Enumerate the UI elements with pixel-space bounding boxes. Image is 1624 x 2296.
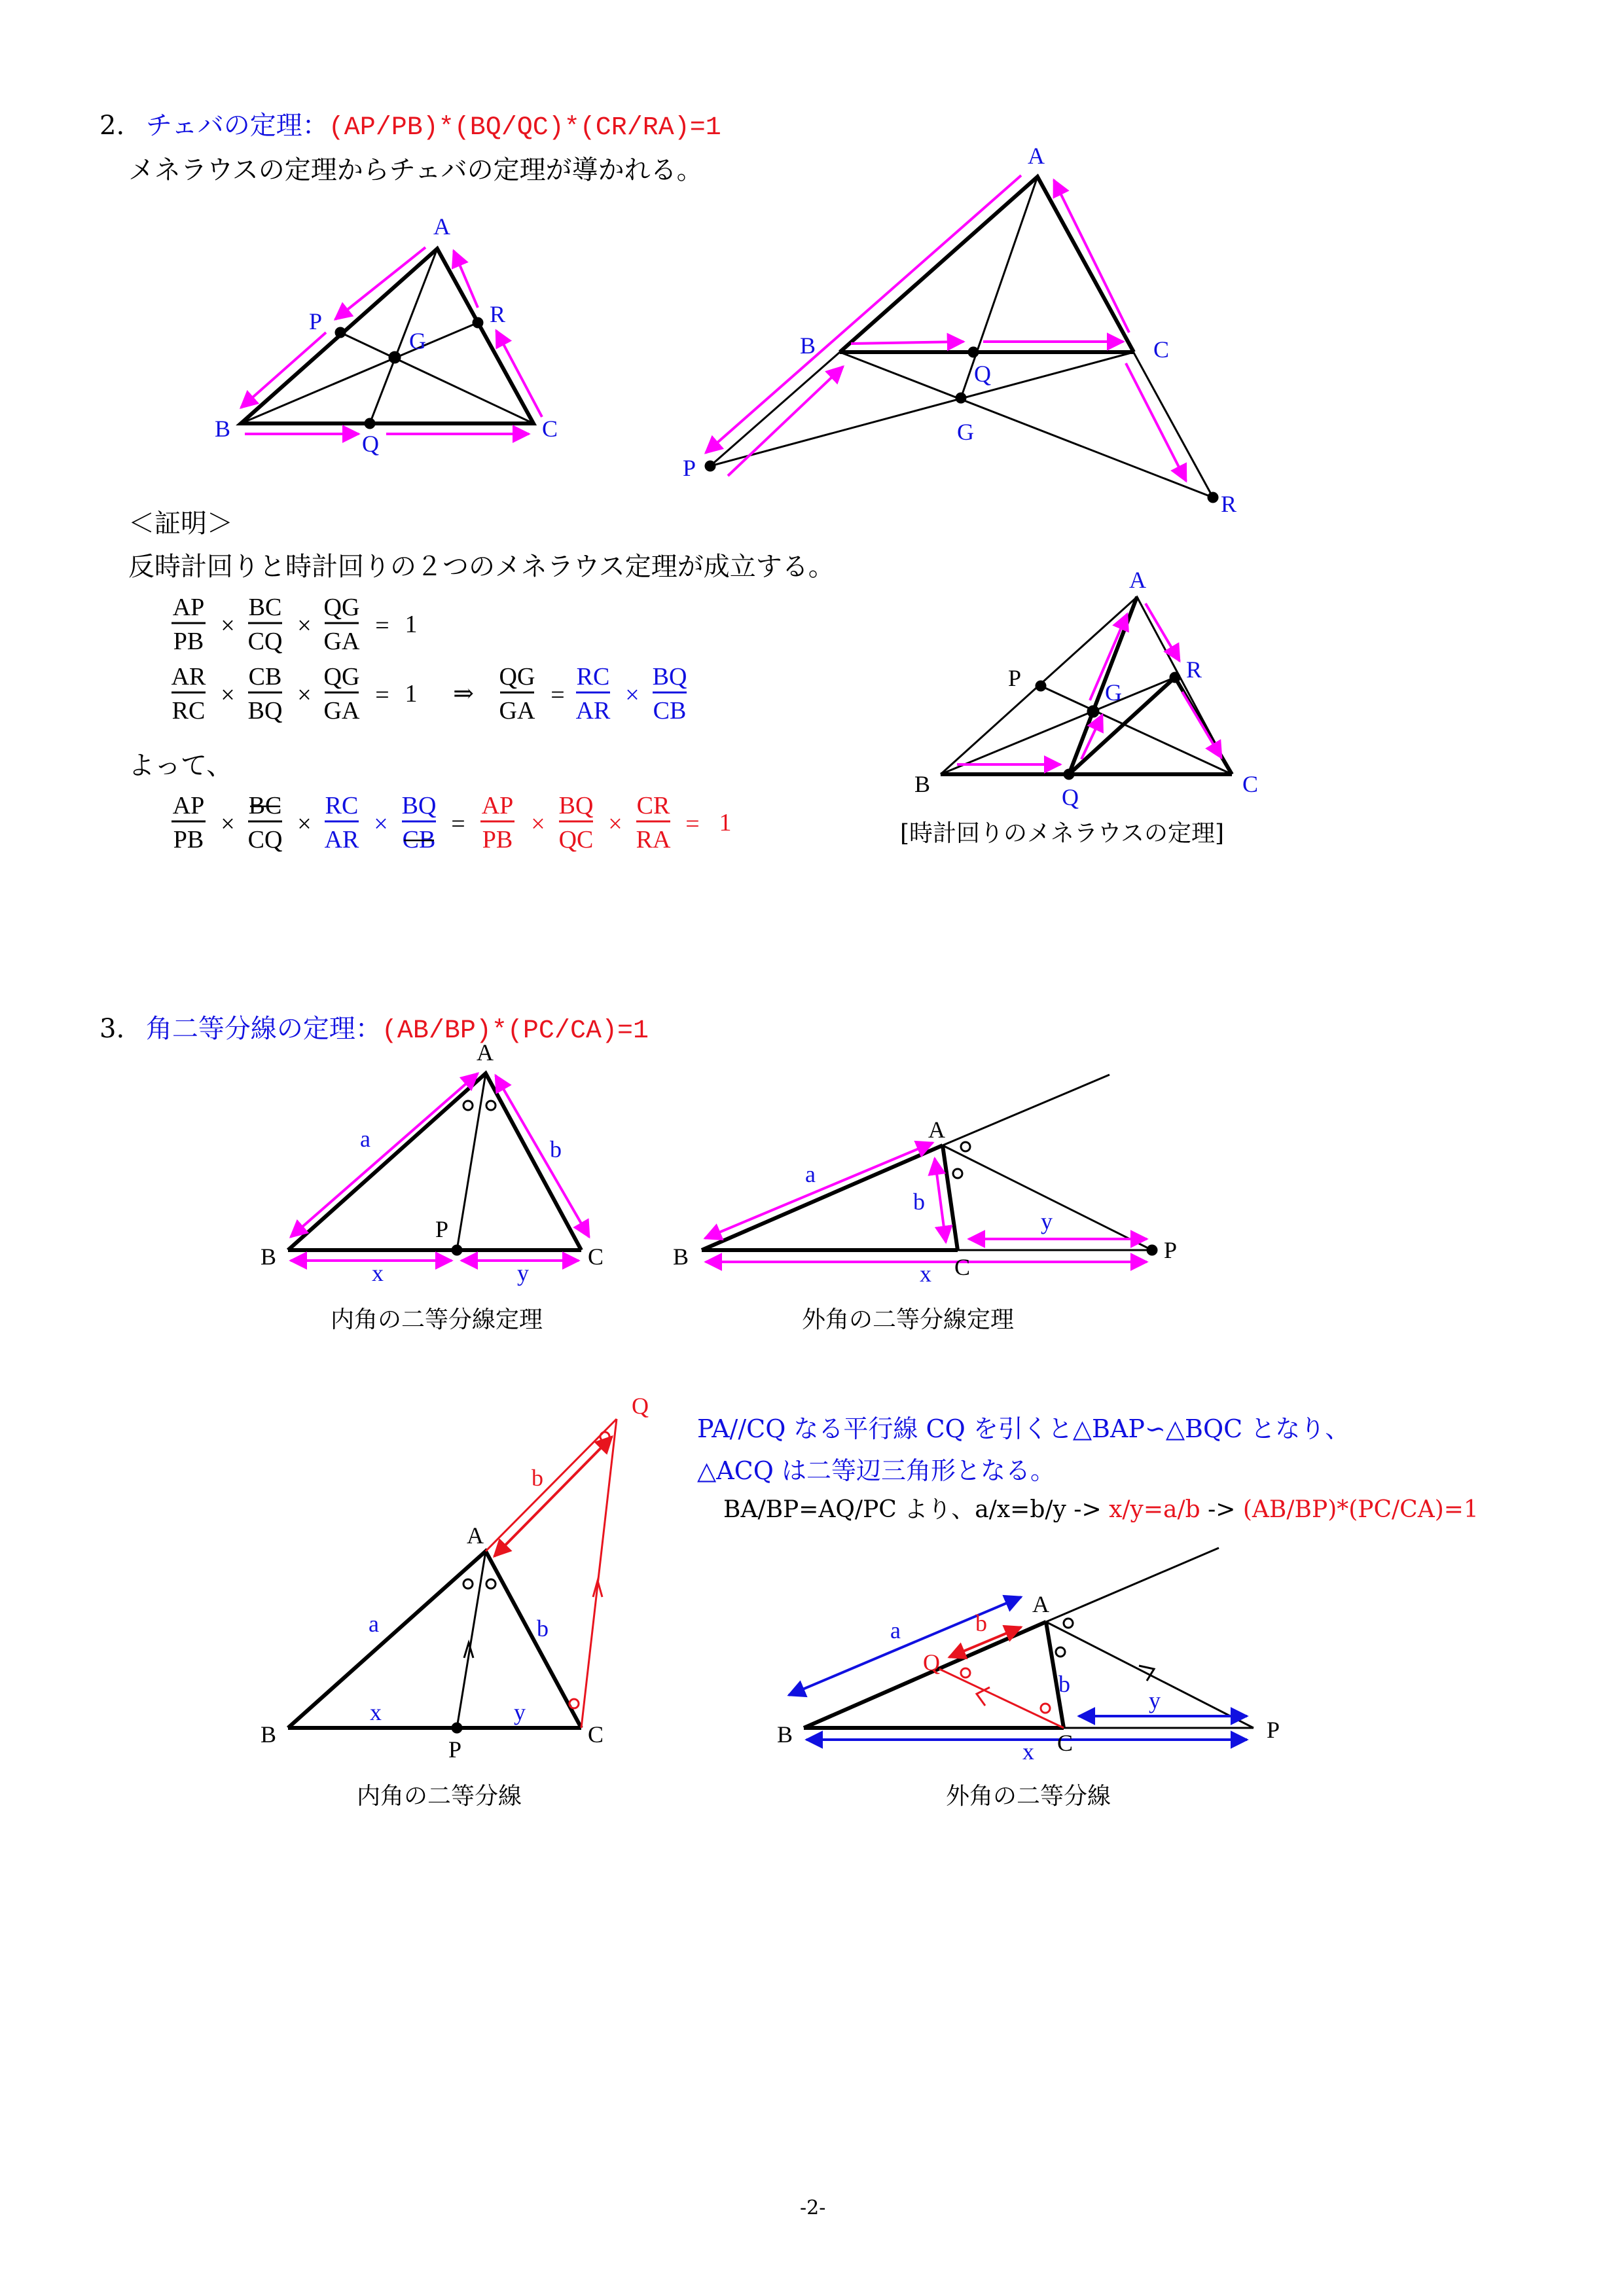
label-P: P [309,308,323,334]
section2-formula: (AP/PB)*(BQ/QC)*(CR/RA)=1 [328,113,721,143]
label-a: a [360,1126,370,1152]
label-P: P [1008,665,1022,691]
label-b-red: b [975,1610,987,1636]
eq3-PB2: PB [482,826,513,853]
label-A: A [928,1117,945,1143]
label-C: C [954,1254,971,1280]
eq2b-BQ: BQ [652,663,687,691]
note-line3-red2: (AB/BP)*(PC/CA)=1 [1242,1496,1479,1523]
label-x: x [372,1260,384,1286]
eq2-CB: CB [248,663,282,691]
section2-title: チェバの定理： [145,111,329,141]
eq1-one: 1 [405,611,418,638]
section2-number: 2. [99,111,125,141]
label-y: y [1149,1687,1161,1713]
page-number: -2- [800,2197,826,2219]
eq2b-AR: AR [575,697,611,725]
label-C: C [1057,1730,1074,1756]
eq3-AP2: AP [481,792,514,819]
label-A: A [433,213,450,240]
label-P: P [1164,1237,1178,1263]
eq2b-RC: RC [576,663,610,691]
section3-formula: (AB/BP)*(PC/CA)=1 [381,1016,649,1046]
eq3-BQ2: BQ [558,792,594,819]
label-Q: Q [974,361,991,387]
label-a: a [890,1617,901,1643]
eq3-AR: AR [324,826,359,853]
label-A: A [477,1039,494,1066]
eq3-times2: × [297,810,312,838]
eq1-GA: GA [323,628,360,655]
eq2-RC: RC [171,697,206,725]
label-G: G [1105,679,1122,706]
eq3-RC: RC [325,792,359,819]
section3-number: 3. [99,1014,125,1044]
menelaus-ccw-figure [705,175,1218,503]
equation-2 [171,663,687,725]
eq3-CQ: CQ [247,826,283,853]
proof-heading: ＜証明＞ [128,509,233,539]
caption-internal: 内角の二等分線 [357,1783,522,1810]
note-line1: PA//CQ なる平行線 CQ を引くと△BAP∽△BQC となり、 [697,1414,1350,1443]
label-C: C [588,1721,604,1748]
eq3-AP: AP [172,792,205,819]
eq3-CR: CR [636,792,670,819]
ceva-triangle-labels [215,213,558,457]
eq1-equals: = [375,612,389,639]
label-B: B [215,416,231,442]
eq1-AP: AP [172,594,205,621]
section2-subtitle: メネラウスの定理からチェバの定理が導かれる。 [128,155,703,185]
internal-bisector-figure [288,1419,617,1733]
note-line3-red1: x/y=a/b [1109,1496,1200,1523]
eq2b-CB: CB [653,697,687,725]
eq2-one: 1 [405,680,418,708]
section3-title: 角二等分線の定理： [145,1014,382,1044]
label-C: C [1242,771,1259,797]
label-a: a [369,1611,379,1637]
clockwise-caption: [時計回りのメネラウスの定理] [900,820,1225,847]
label-B: B [777,1721,793,1748]
label-R: R [1186,656,1202,683]
eq3-times5: × [608,810,623,838]
external-bisector-figure [789,1548,1254,1740]
eq3-times3: × [374,810,388,838]
menelaus-cw-figure [941,597,1232,780]
caption-external-theorem: 外角の二等分線定理 [802,1306,1015,1333]
eq2-times2: × [297,681,312,709]
label-B: B [261,1244,277,1270]
label-R: R [490,301,506,327]
label-x: x [1022,1738,1034,1765]
label-R: R [1221,491,1237,517]
label-Q: Q [632,1393,649,1419]
note-line3-black: BA/BP=AQ/PC より、a/x=b/y -> [723,1496,1102,1523]
eq1-QG: QG [323,594,360,621]
label-Q: Q [1062,784,1079,810]
eq3-equals2: = [685,810,700,838]
label-C: C [588,1244,604,1270]
eq3-PB: PB [173,826,204,853]
eq2b-equals: = [550,681,565,709]
eq2b-QG: QG [499,663,535,691]
proof-text: 反時計回りと時計回りの２つのメネラウス定理が成立する。 [128,552,835,582]
caption-external: 外角の二等分線 [946,1783,1111,1810]
eq2b-times: × [625,681,640,709]
label-x: x [920,1261,931,1287]
label-A: A [1129,567,1146,593]
label-b-red: b [532,1465,543,1491]
menelaus-ccw-labels [683,143,1236,517]
label-B: B [800,332,816,359]
label-b: b [550,1136,562,1162]
eq1-times1: × [221,612,235,639]
eq2-AR: AR [171,663,206,691]
eq3-BC: BC [248,792,282,819]
label-y: y [1041,1208,1053,1234]
eq2-QG: QG [323,663,360,691]
label-a: a [805,1161,816,1187]
label-x: x [370,1699,382,1725]
therefore-text: よって、 [128,751,233,781]
label-P: P [1267,1717,1280,1743]
label-C: C [542,416,558,442]
eq1-PB: PB [173,628,204,655]
label-b: b [913,1189,925,1215]
external-bisector-theorem-figure [702,1075,1157,1262]
label-P: P [683,455,696,481]
label-B: B [261,1721,277,1748]
caption-internal-theorem: 内角の二等分線定理 [331,1306,543,1333]
eq3-BQ: BQ [401,792,437,819]
eq2b-GA: GA [499,697,535,725]
eq3-one: 1 [719,809,732,836]
eq2-times1: × [221,681,235,709]
eq1-BC: BC [248,594,282,621]
equation-1 [171,594,418,655]
label-b: b [537,1615,549,1641]
ceva-triangle-figure [241,247,542,434]
eq3-QC: QC [558,826,594,853]
eq3-times1: × [221,810,235,838]
implies-arrow: ⇒ [453,680,474,708]
label-y: y [514,1699,526,1725]
eq1-CQ: CQ [247,628,283,655]
eq3-equals: = [451,810,465,838]
label-A: A [1028,143,1045,169]
label-Q: Q [923,1649,940,1676]
label-G: G [409,328,426,354]
note-line3-arrow: -> [1208,1496,1236,1523]
label-P: P [435,1216,449,1242]
eq2-GA: GA [323,697,360,725]
label-G: G [957,419,974,445]
label-A: A [467,1522,484,1549]
label-y: y [517,1260,529,1286]
eq3-CB: CB [402,826,436,853]
label-B: B [673,1244,689,1270]
eq1-times2: × [297,612,312,639]
label-A: A [1032,1591,1049,1617]
eq2-equals: = [375,681,389,709]
label-B: B [914,771,931,797]
equation-3 [171,792,732,853]
label-b: b [1058,1671,1070,1697]
eq3-RA: RA [636,826,671,853]
label-Q: Q [362,431,379,457]
note-line2: △ACQ は二等辺三角形となる。 [697,1456,1055,1485]
eq3-times4: × [531,810,545,838]
eq2-BQ: BQ [247,697,283,725]
label-P: P [448,1736,462,1763]
label-C: C [1153,336,1170,363]
